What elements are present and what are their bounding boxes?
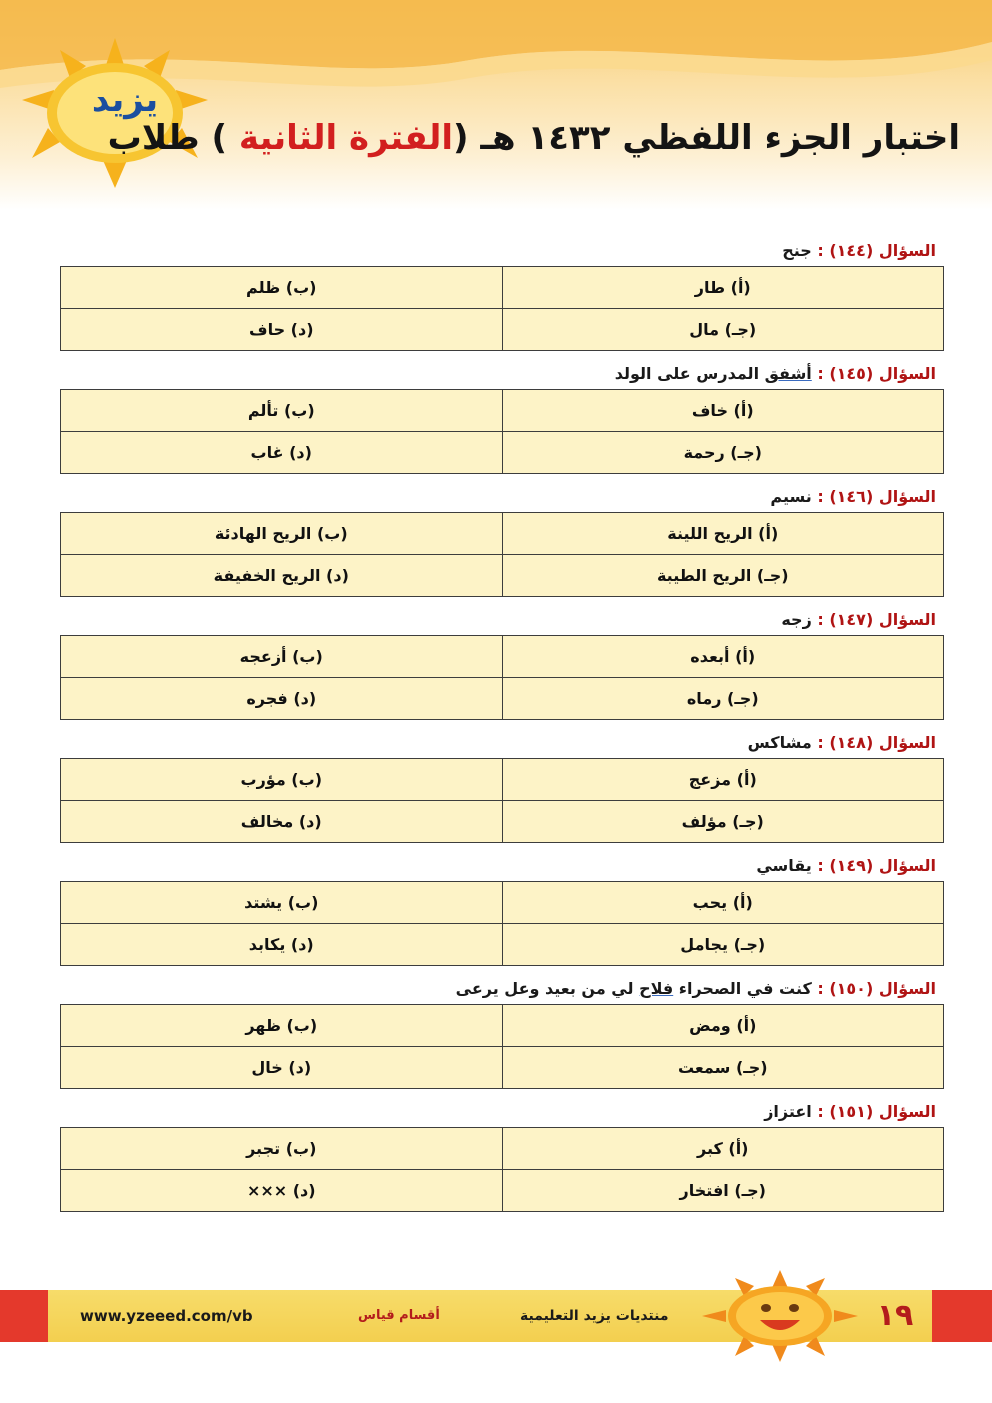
- footer-red-block-right: [932, 1290, 992, 1342]
- option-c[interactable]: (جـ) سمعت: [502, 1047, 944, 1089]
- options-table: [60, 635, 944, 720]
- page-header: [0, 0, 992, 210]
- page-number: ١٩: [876, 1298, 914, 1333]
- option-a[interactable]: (أ) يحب: [502, 882, 944, 924]
- page-title: [108, 118, 960, 158]
- smiling-sun-icon: [700, 1270, 860, 1362]
- option-c[interactable]: (جـ) افتخار: [502, 1170, 944, 1212]
- option-c[interactable]: (جـ) الريح الطيبة: [502, 555, 944, 597]
- option-b[interactable]: (ب) الريح الهادئة: [61, 513, 503, 555]
- option-d[interactable]: (د) يكابد: [61, 924, 503, 966]
- options-table: [60, 512, 944, 597]
- question-word: مشاكس: [747, 733, 812, 752]
- question-target-word: فلاح: [639, 979, 674, 998]
- option-b[interactable]: (ب) يشتد: [61, 882, 503, 924]
- question-word: نسيم: [770, 487, 812, 506]
- question-word: اعتزاز: [764, 1102, 812, 1121]
- question-text: [60, 851, 944, 881]
- question-number: السؤال (١٤٥) :: [817, 364, 936, 383]
- footer-url-link[interactable]: www.yzeeed.com/vb: [80, 1307, 253, 1325]
- option-a[interactable]: (أ) كبر: [502, 1128, 944, 1170]
- question-text: [60, 1097, 944, 1127]
- option-b[interactable]: (ب) تألم: [61, 390, 503, 432]
- question-sentence-pre: كنت في الصحراء: [673, 979, 812, 998]
- title-part2: ) طلاب: [107, 118, 239, 158]
- option-c[interactable]: (جـ) مؤلف: [502, 801, 944, 843]
- option-a[interactable]: (أ) ومض: [502, 1005, 944, 1047]
- option-d[interactable]: (د) غاب: [61, 432, 503, 474]
- option-d[interactable]: (د) الريح الخفيفة: [61, 555, 503, 597]
- question-text: [60, 728, 944, 758]
- option-b[interactable]: (ب) ظهر: [61, 1005, 503, 1047]
- option-c[interactable]: (جـ) مال: [502, 309, 944, 351]
- option-c[interactable]: (جـ) يجامل: [502, 924, 944, 966]
- question-text: [60, 482, 944, 512]
- question-number: السؤال (١٤٧) :: [817, 610, 936, 629]
- questions-list: [60, 236, 944, 1220]
- question-151: [60, 1097, 944, 1212]
- question-text: [60, 605, 944, 635]
- option-d[interactable]: (د) مخالف: [61, 801, 503, 843]
- option-a[interactable]: (أ) أبعده: [502, 636, 944, 678]
- title-highlight: الفترة الثانية: [238, 118, 454, 158]
- question-text: [60, 974, 944, 1004]
- question-sentence-post: لي من بعيد وعل يرعى: [455, 979, 640, 998]
- question-number: السؤال (١٤٩) :: [817, 856, 936, 875]
- footer-forum-name: منتديات يزيد التعليمية: [520, 1308, 669, 1324]
- question-147: [60, 605, 944, 720]
- question-150: [60, 974, 944, 1089]
- logo-text: يزيد: [91, 80, 159, 120]
- options-table: [60, 389, 944, 474]
- option-d[interactable]: (د) ×××: [61, 1170, 503, 1212]
- question-text: [60, 236, 944, 266]
- option-d[interactable]: (د) فجره: [61, 678, 503, 720]
- option-d[interactable]: (د) حاف: [61, 309, 503, 351]
- footer-section-label: أقسام قياس: [358, 1308, 440, 1323]
- question-146: [60, 482, 944, 597]
- footer-red-block-left: [0, 1290, 48, 1342]
- option-c[interactable]: (جـ) رماه: [502, 678, 944, 720]
- question-text: [60, 359, 944, 389]
- question-number: السؤال (١٥١) :: [817, 1102, 936, 1121]
- question-word: يقاسي: [756, 856, 812, 875]
- options-table: [60, 266, 944, 351]
- question-number: السؤال (١٤٨) :: [817, 733, 936, 752]
- question-number: السؤال (١٥٠) :: [817, 979, 936, 998]
- options-table: [60, 1004, 944, 1089]
- question-sentence-post: المدرس على الولد: [614, 364, 765, 383]
- option-b[interactable]: (ب) ظلم: [61, 267, 503, 309]
- option-a[interactable]: (أ) خاف: [502, 390, 944, 432]
- page-footer: [0, 1290, 992, 1342]
- option-d[interactable]: (د) خال: [61, 1047, 503, 1089]
- option-c[interactable]: (جـ) رحمة: [502, 432, 944, 474]
- question-number: السؤال (١٤٤) :: [817, 241, 936, 260]
- options-table: [60, 881, 944, 966]
- option-b[interactable]: (ب) أزعجه: [61, 636, 503, 678]
- question-149: [60, 851, 944, 966]
- question-148: [60, 728, 944, 843]
- question-target-word: أشفق: [764, 364, 812, 383]
- question-number: السؤال (١٤٦) :: [817, 487, 936, 506]
- option-b[interactable]: (ب) تجبر: [61, 1128, 503, 1170]
- question-145: [60, 359, 944, 474]
- question-word: زجه: [781, 610, 812, 629]
- title-part1: اختبار الجزء اللفظي ١٤٣٢ هـ (: [453, 118, 960, 158]
- question-144: [60, 236, 944, 351]
- option-b[interactable]: (ب) مؤرب: [61, 759, 503, 801]
- option-a[interactable]: (أ) طار: [502, 267, 944, 309]
- option-a[interactable]: (أ) مزعج: [502, 759, 944, 801]
- question-word: جنح: [782, 241, 812, 260]
- options-table: [60, 1127, 944, 1212]
- option-a[interactable]: (أ) الريح اللينة: [502, 513, 944, 555]
- options-table: [60, 758, 944, 843]
